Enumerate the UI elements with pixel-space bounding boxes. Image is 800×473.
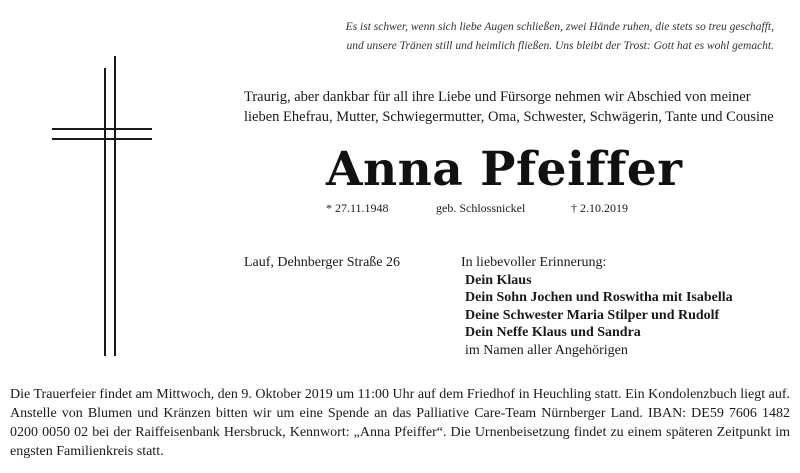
cross-icon	[52, 0, 152, 360]
death-date: † 2.10.2019	[571, 201, 628, 215]
mourners-closing: im Namen aller Angehörigen	[465, 342, 628, 358]
mourners-heading: In liebevoller Erinnerung:	[461, 255, 607, 270]
deceased-name: Anna Pfeiffer	[326, 142, 683, 197]
maiden-name: geb. Schlossnickel	[436, 201, 526, 215]
quote-line-1: Es ist schwer, wenn sich liebe Augen schließen, zwei Hände ruhen, die stets so treu geschafft,	[345, 21, 774, 33]
bible-quote	[254, 18, 774, 56]
mourner-name: Dein Sohn Jochen und Roswitha mit Isabella	[465, 290, 733, 305]
address: Lauf, Dehnberger Straße 26	[244, 255, 401, 270]
mourner-name: Deine Schwester Maria Stilper und Rudolf	[465, 307, 720, 323]
intro-line-2: lieben Ehefrau, Mutter, Schwiegermutter, Oma, Schwester, Schwägerin, Tante und Cousine	[244, 108, 774, 125]
quote-line-2: und unsere Tränen still und heimlich fließen. Uns bleibt der Trost: Gott hat es wohl gemacht.	[346, 40, 774, 52]
mourners-block	[461, 254, 733, 359]
intro-text	[244, 88, 784, 127]
mourner-name: Dein Klaus	[465, 272, 532, 288]
intro-line-1: Traurig, aber dankbar für all ihre Liebe und Fürsorge nehmen wir Abschied von meiner	[244, 89, 751, 105]
birth-date: * 27.11.1948	[326, 201, 389, 215]
mourner-name: Dein Neffe Klaus und Sandra	[465, 325, 641, 340]
funeral-notice: Die Trauerfeier findet am Mittwoch, den 9. Oktober 2019 um 11:00 Uhr auf dem Friedhof in Heuchling statt. Ein Kondolenzbuch liegt auf. Anstelle von Blumen und Kränzen bitten wir um eine Spende an das Palliative Care-Team Nürnberger Land. IBAN: DE59 7606 1482 0200 0050 02 bei der Raiffeisenbank Hersbruck, Kennwort: „Anna Pfeiffer“. Die Urnenbeisetzung findet zu einem späteren Zeitpunkt im engsten Familienkreis statt.	[10, 387, 790, 459]
